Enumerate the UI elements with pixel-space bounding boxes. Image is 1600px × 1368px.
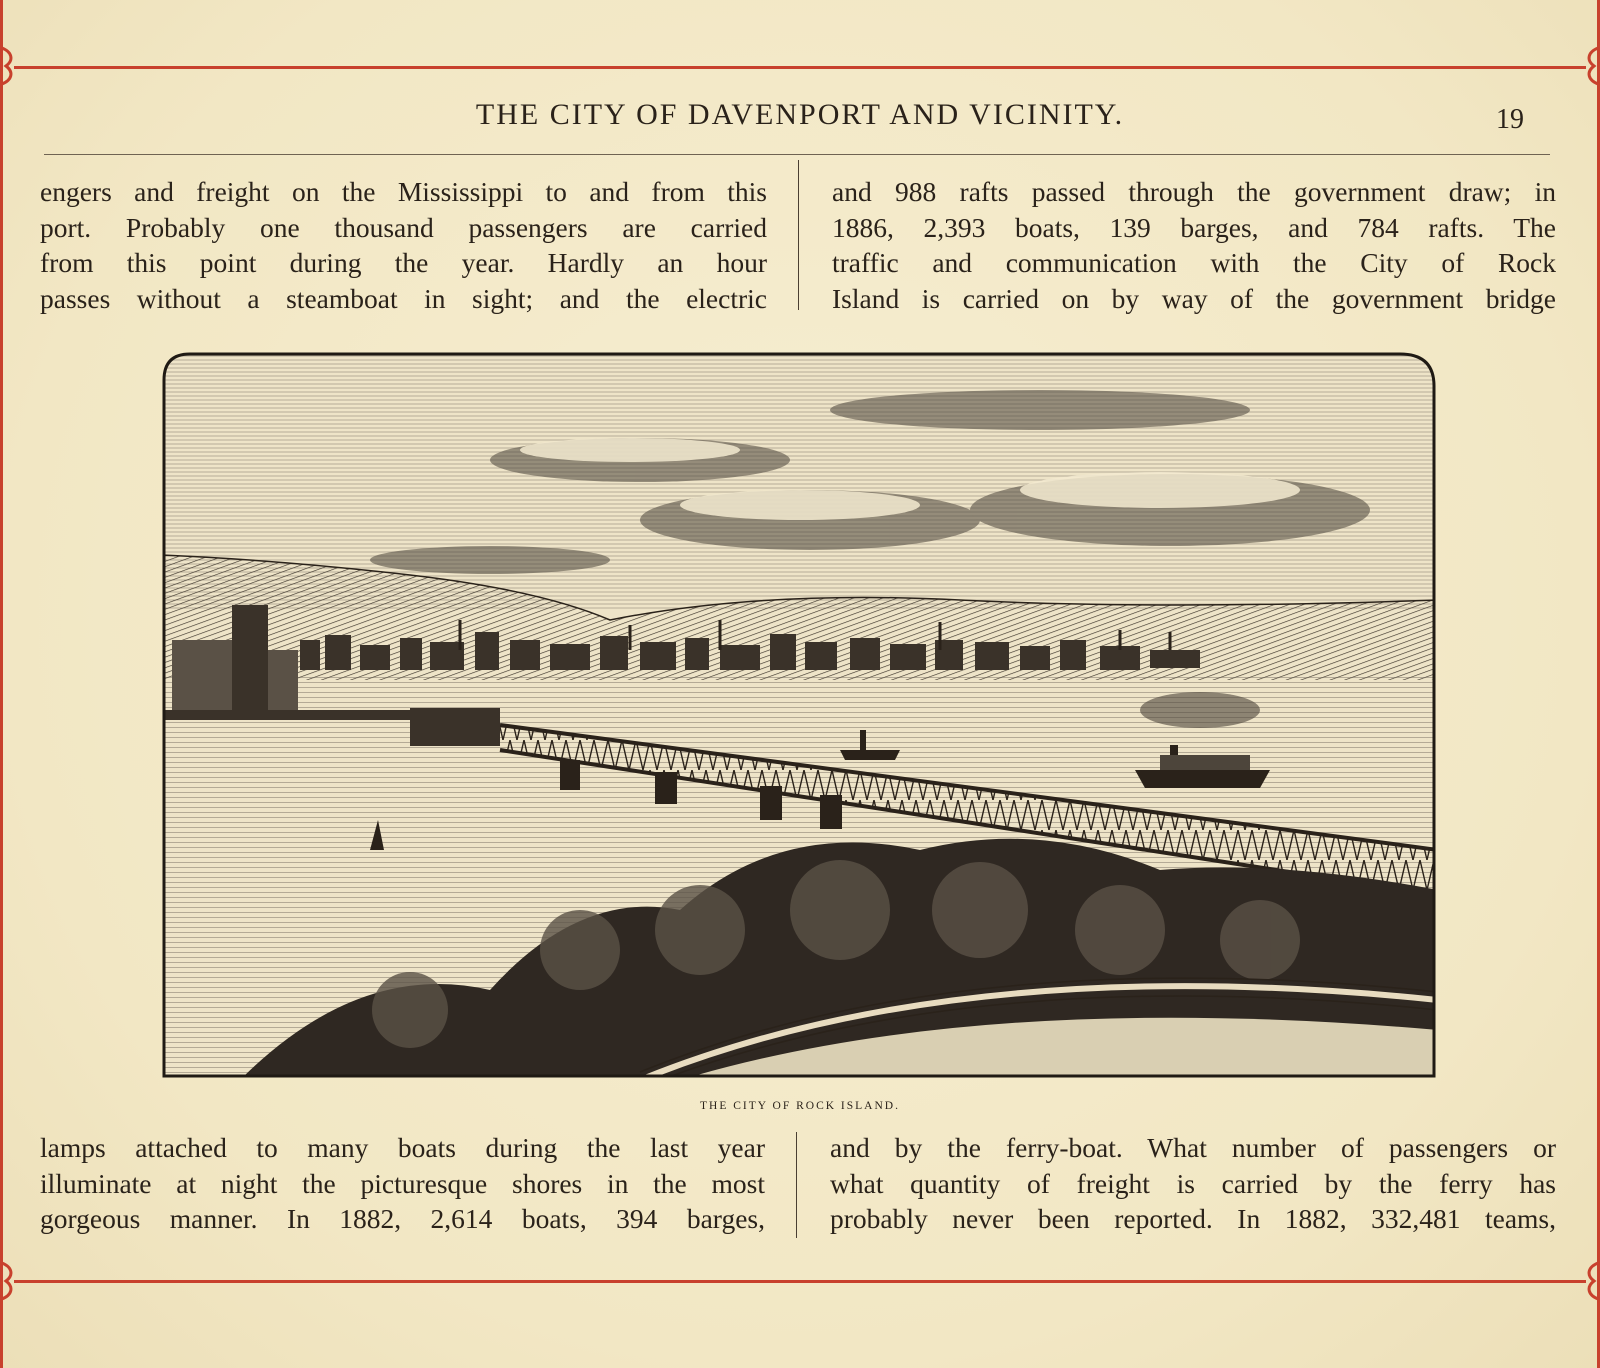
text-line: from this point during the year. Hardly an hour (40, 247, 767, 279)
text-line: illuminate at night the picturesque shores in the most (40, 1167, 765, 1199)
text-line: Island is carried on by way of the government bridge (832, 282, 1556, 314)
page-number: 19 (1496, 104, 1524, 135)
bottom-red-rule (14, 1280, 1586, 1283)
text-column-top-right (832, 174, 1556, 316)
column-divider-bottom (796, 1132, 797, 1238)
column-divider-top (798, 160, 799, 310)
text-column-bottom-left (40, 1130, 765, 1237)
text-line: what quantity of freight is carried by the ferry has (830, 1167, 1556, 1199)
text-line: lamps attached to many boats during the last year (40, 1132, 765, 1163)
text-line: passes without a steamboat in sight; and the electric (40, 282, 767, 314)
corner-ornament-bottom-right (1580, 1261, 1600, 1301)
header-rule (44, 154, 1550, 155)
left-border-line (0, 0, 3, 1368)
text-line: traffic and communication with the City of Rock (832, 247, 1556, 279)
running-head: THE CITY OF DAVENPORT AND VICINITY. (475, 98, 1125, 131)
illustration-caption: THE CITY OF ROCK ISLAND. (700, 1100, 900, 1112)
text-line: and by the ferry-boat. What number of passengers or (830, 1132, 1556, 1163)
text-column-bottom-right (830, 1130, 1556, 1237)
text-line: gorgeous manner. In 1882, 2,614 boats, 394 barges, (40, 1203, 765, 1235)
text-line: port. Probably one thousand passengers are carried (40, 211, 767, 243)
text-line: 1886, 2,393 boats, 139 barges, and 784 rafts. The (832, 211, 1556, 243)
text-line: engers and freight on the Mississippi to and from this (40, 176, 767, 207)
text-column-top-left (40, 174, 767, 316)
top-red-rule (14, 66, 1586, 69)
engraving-rock-island (160, 350, 1438, 1080)
text-line: and 988 rafts passed through the government draw; in (832, 176, 1556, 207)
text-line: probably never been reported. In 1882, 332,481 teams, (830, 1203, 1556, 1235)
corner-ornament-top-left (0, 46, 20, 86)
corner-ornament-top-right (1580, 46, 1600, 86)
corner-ornament-bottom-left (0, 1261, 20, 1301)
